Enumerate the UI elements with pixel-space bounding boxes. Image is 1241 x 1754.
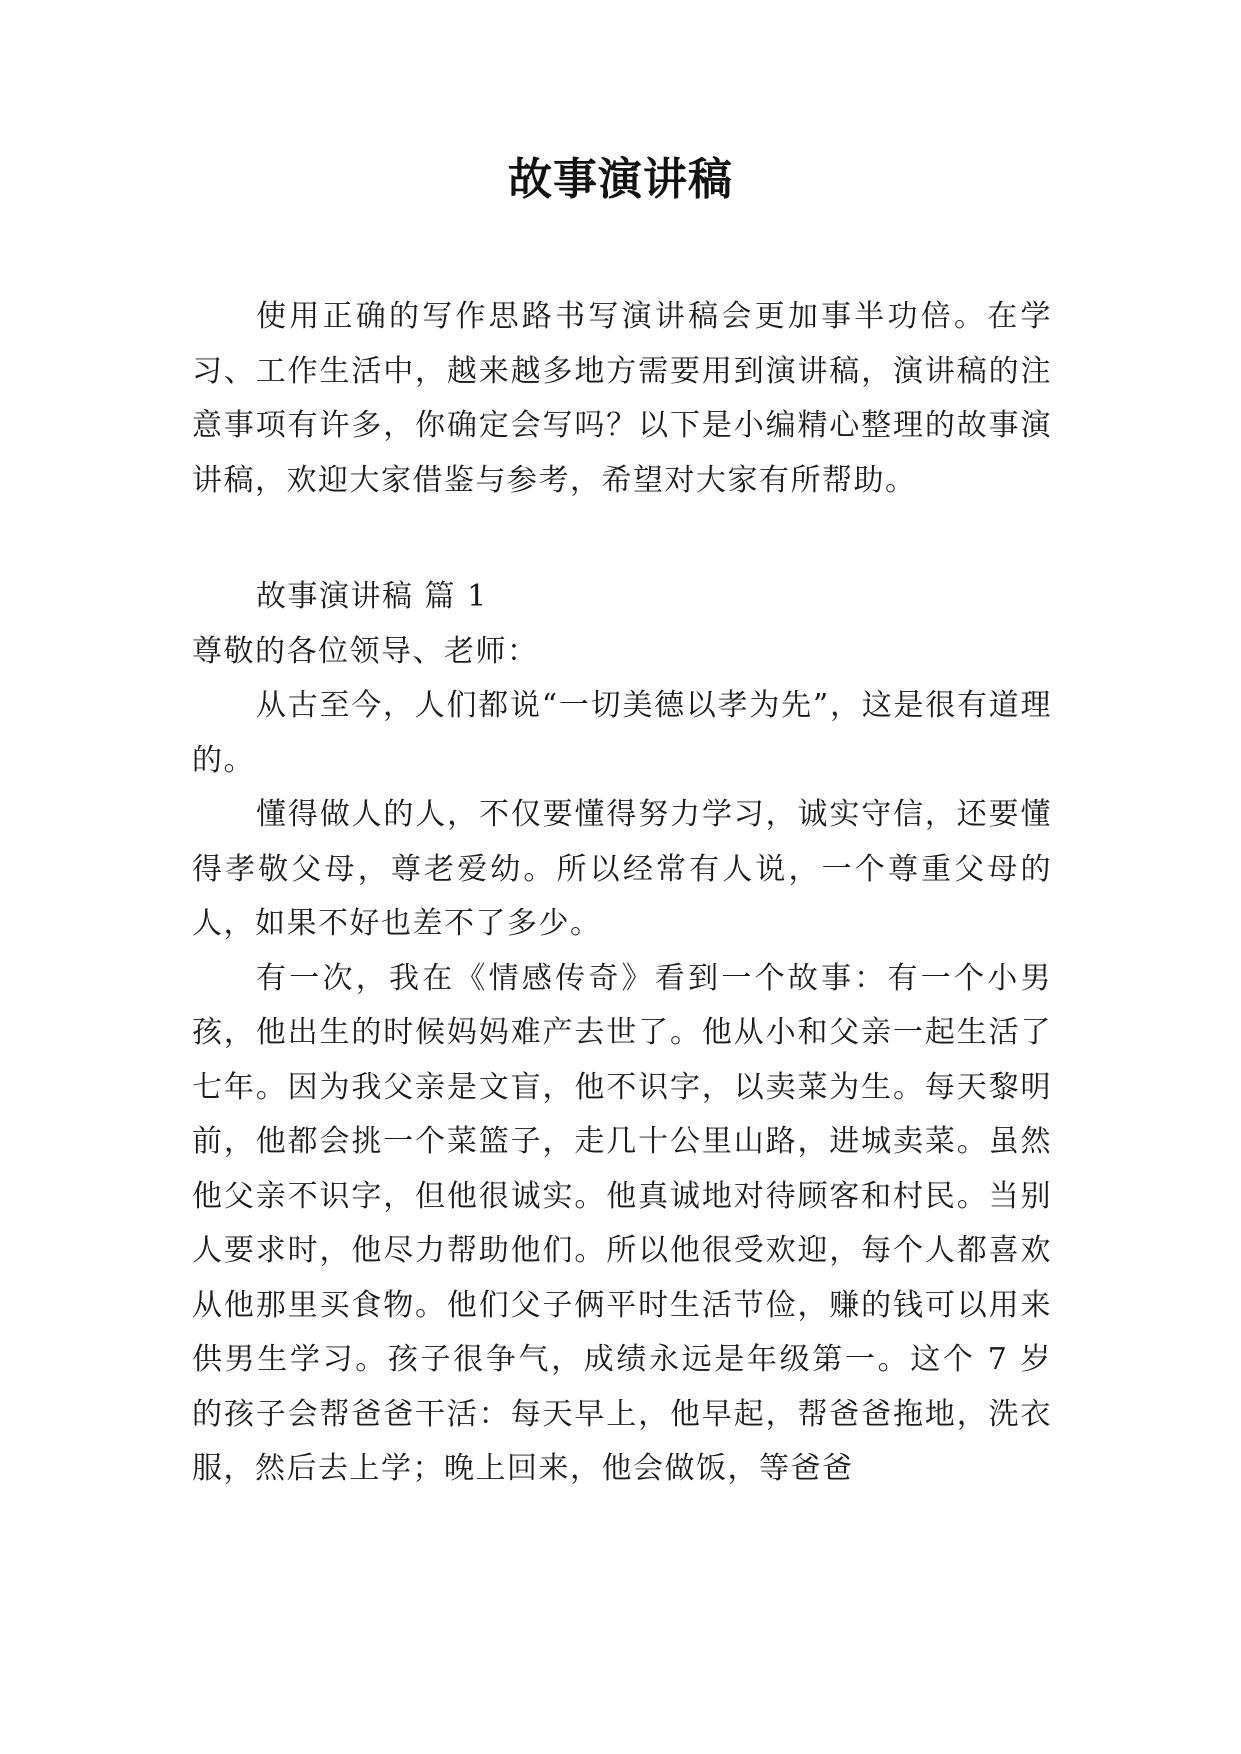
intro-paragraph: 使用正确的写作思路书写演讲稿会更加事半功倍。在学习、工作生活中，越来越多地方需要用到演讲稿，演讲稿的注意事项有许多，你确定会写吗？以下是小编精心整理的故事演讲稿，欢迎大家借鉴与参考，希望对大家有所帮助。 bbox=[192, 299, 1052, 498]
body-paragraph-2: 懂得做人的人，不仅要懂得努力学习，诚实守信，还要懂得孝敬父母，尊老爱幼。所以经常有人说，一个尊重父母的人，如果不好也差不了多少。 bbox=[192, 797, 1052, 941]
body-paragraph-3: 有一次，我在《情感传奇》看到一个故事：有一个小男孩，他出生的时候妈妈难产去世了。他从小和父亲一起生活了七年。因为我父亲是文盲，他不识字，以卖菜为生。每天黎明前，他都会挑一个菜篮子，走几十公里山路，进城卖菜。虽然他父亲不识字，但他很诚实。他真诚地对待顾客和村民。当别人要求时，他尽力帮助他们。所以他很受欢迎，每个人都喜欢从他那里买食物。他们父子俩平时生活节俭，赚的钱可以用来供男生学习。孩子很争气，成绩永远是年级第一。这个 7 岁的孩子会帮爸爸干活：每天早上，他早起，帮爸爸拖地，洗衣服，然后去上学；晚上回来，他会做饭，等爸爸 bbox=[192, 960, 1052, 1486]
section-heading: 故事演讲稿 篇 1 bbox=[256, 579, 488, 614]
salutation: 尊敬的各位领导、老师： bbox=[192, 633, 539, 669]
document-body bbox=[192, 290, 1052, 1497]
body-paragraph-1: 从古至今，人们都说“一切美德以孝为先”，这是很有道理的。 bbox=[192, 688, 1052, 778]
section-spacer bbox=[192, 508, 1052, 570]
document-title: 故事演讲稿 bbox=[508, 154, 733, 205]
